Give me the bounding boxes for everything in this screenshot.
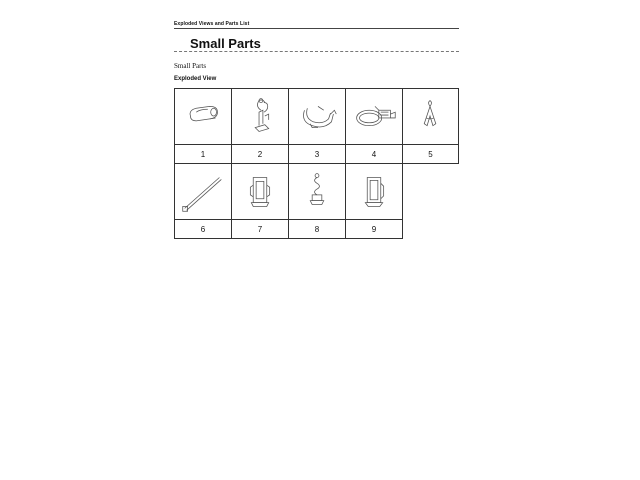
intro-text: Small Parts — [174, 62, 207, 70]
hose-clamp-icon — [346, 89, 402, 144]
p-clip-icon — [175, 89, 231, 144]
wire-hanger-icon — [403, 89, 458, 144]
part-number-3: 3 — [288, 144, 346, 164]
bracket-clip-icon — [232, 89, 288, 144]
part-cell-9 — [345, 163, 403, 220]
retainer-clip-icon — [346, 164, 402, 219]
part-number-1: 1 — [174, 144, 232, 164]
part-cell-6 — [174, 163, 232, 220]
part-number-5: 5 — [402, 144, 459, 164]
header-rule — [174, 28, 459, 29]
parts-grid — [174, 88, 459, 239]
exploded-view-heading: Exploded View — [174, 76, 217, 82]
part-number-9: 9 — [345, 219, 403, 239]
spring-clip-icon — [289, 164, 345, 219]
part-cell-7 — [231, 163, 289, 220]
part-number-7: 7 — [231, 219, 289, 239]
part-number-8: 8 — [288, 219, 346, 239]
part-cell-8 — [288, 163, 346, 220]
page-title: Small Parts — [190, 36, 261, 51]
part-cell-1 — [174, 88, 232, 145]
part-number-2: 2 — [231, 144, 289, 164]
part-cell-5 — [402, 88, 459, 145]
title-rule — [174, 51, 459, 52]
part-cell-4 — [345, 88, 403, 145]
running-header: Exploded Views and Parts List — [174, 21, 250, 27]
cable-tie-icon — [175, 164, 231, 219]
part-cell-2 — [231, 88, 289, 145]
cable-holder-icon — [232, 164, 288, 219]
part-number-6: 6 — [174, 219, 232, 239]
c-clamp-icon — [289, 89, 345, 144]
part-number-4: 4 — [345, 144, 403, 164]
part-cell-3 — [288, 88, 346, 145]
